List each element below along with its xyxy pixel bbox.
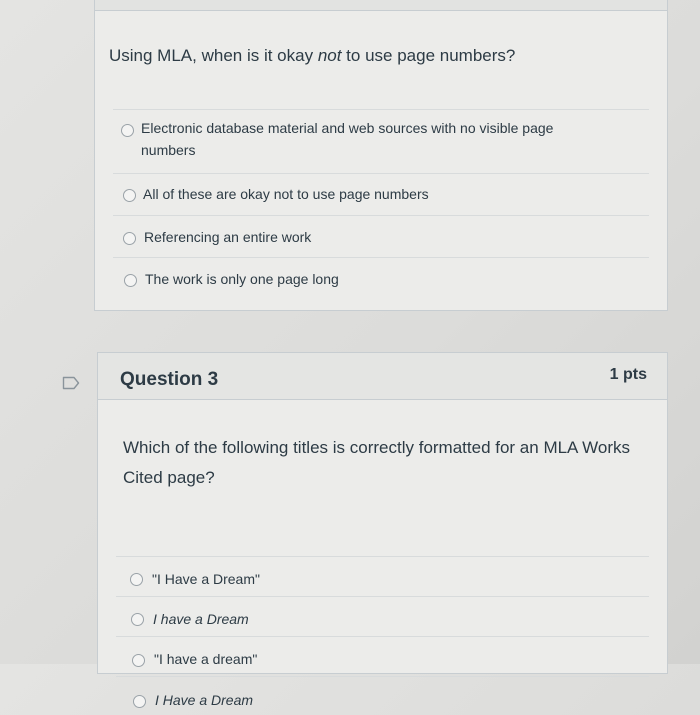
answer-option[interactable]: [116, 636, 649, 675]
flag-question-icon[interactable]: [62, 376, 80, 390]
answer-label: I have a Dream: [153, 611, 249, 627]
answer-option[interactable]: [116, 676, 649, 715]
answer-option[interactable]: [113, 257, 649, 300]
answer-label: The work is only one page long: [145, 271, 339, 287]
radio-button-icon[interactable]: [130, 573, 143, 586]
answer-label: Electronic database material and web sources with no visible page numbers: [141, 120, 554, 158]
question-3-header: [98, 353, 667, 400]
answer-label: "I have a dream": [154, 651, 258, 667]
question-title: Question 3: [120, 369, 219, 390]
radio-button-icon[interactable]: [123, 189, 136, 202]
answer-option[interactable]: [113, 215, 649, 258]
radio-button-icon[interactable]: [133, 695, 146, 708]
question-points: 1 pts: [609, 366, 647, 383]
answer-option[interactable]: [116, 556, 649, 595]
radio-button-icon[interactable]: [123, 232, 136, 245]
answer-option[interactable]: [116, 596, 649, 635]
question-3-prompt: Which of the following titles is correctly formatted for an MLA Works Cited page?: [123, 438, 631, 487]
question-2-header-strip: [95, 0, 667, 11]
answer-label: "I Have a Dream": [152, 571, 260, 587]
radio-button-icon[interactable]: [131, 613, 144, 626]
answer-label: All of these are okay not to use page numbers: [143, 186, 429, 202]
answer-label: Referencing an entire work: [144, 229, 312, 245]
answer-label: I Have a Dream: [155, 692, 254, 708]
answer-option[interactable]: [113, 173, 649, 216]
answer-option[interactable]: [113, 109, 649, 174]
radio-button-icon[interactable]: [132, 654, 145, 667]
radio-button-icon[interactable]: [124, 274, 137, 287]
question-2-prompt: Using MLA, when is it okay not to use page numbers?: [109, 46, 516, 65]
radio-button-icon[interactable]: [121, 124, 134, 137]
question-3-card: [97, 352, 668, 708]
question-2-card: [94, 0, 668, 311]
